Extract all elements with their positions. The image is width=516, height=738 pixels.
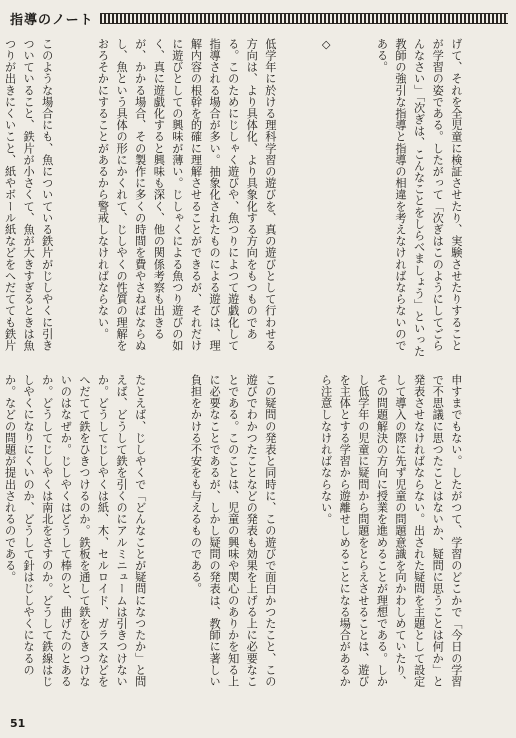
paragraph: げて、それを全児童に検証させたり、実験させたりすることが学習の姿である。したがって「次ぎはこのようにしてごらんなさい」「次ぎは、こんなことをしらべましょう」といった教師の強引な指導と指導の相違を考えなければならないのである。 xyxy=(375,38,463,358)
paragraph: 申すまでもない。したがつて、学習のどこかで「今日の学習で不思議に思つたことはないか、疑問に思うことは何か」と発表させなければならない。出された疑問を主題として設定して導入の際に先ず児童の問題意識を向かわしめていたり、その問題解決の方向に授業を進めることが理想である。しかし低学年の児童に疑問から問題をとらえさせることは、遊びを主体とする学習から遊離せしめることになる場合があるから注意しなければならない。 xyxy=(319,374,463,688)
header-rule xyxy=(100,13,508,24)
paragraph: この疑問の発表と同時に、この遊びで面白かつたこと、この遊びでわかつたことなどの発表も効果を上げる上に必要なことである。このことは、児童の興味や関心のありかを知る上に必要なことであるが、しかし疑問の発表は、教師に著しい負担をかける不安をも与えるものである。 xyxy=(189,374,277,688)
section-mark: ◇ xyxy=(319,38,333,52)
paragraph: 低学年に於ける理科学習の遊びを、真の遊びとして行わせる方向は、より具体化、より具象化する方向をもつものである。このためにじしゃく遊びや、魚つりによつて遊戯化して指導される場合が多い。抽象化されたものによる遊びは、理解内容の根幹を的確に理解させることができるが、それだけに遊びとしての興味が薄い。じしゃくによる魚つり遊びの如く、真に遊戯化すると興味も深く、他の関係考察も出きるが、かかる場合、その製作に多くの時間を費やさねばならぬし、魚という具体の形にかくれて、じしやくの性質の理解をおろそかにすることがあるから警戒しなければならない。 xyxy=(96,38,277,352)
lower-text-column xyxy=(3,374,502,692)
running-header xyxy=(10,8,508,28)
upper-text-column xyxy=(3,38,502,358)
page-number: 51 xyxy=(10,717,26,730)
paragraph: たとえば、じしやくで「どんなことが疑問になつたか」と問えば、どうして鉄を引くのにアルミニュームは引きつけないか。どうしてじしやくは紙、木、セルロイド、ガラスなどをへだてて鉄をひきつけるのか。鉄板を通して鉄をひきつけないのはなぜか。じしやくはどうして棒のと、曲げたのとあるか。どうしてじしやくは南北をさすのか。どうして鉄線はじしやくになりにくいのか、どうして針はじしやくになるのか。などの問題が提出されるのである。 xyxy=(3,374,147,688)
paragraph: このような場合にも、魚についている鉄片がじしやくに引きついていること、鉄片が小さくて、魚が大きすぎるときは魚つりが出きにくいこと、紙やボール紙などをへだてても鉄片 xyxy=(3,38,54,352)
header-title: 指導のノート xyxy=(10,12,94,28)
